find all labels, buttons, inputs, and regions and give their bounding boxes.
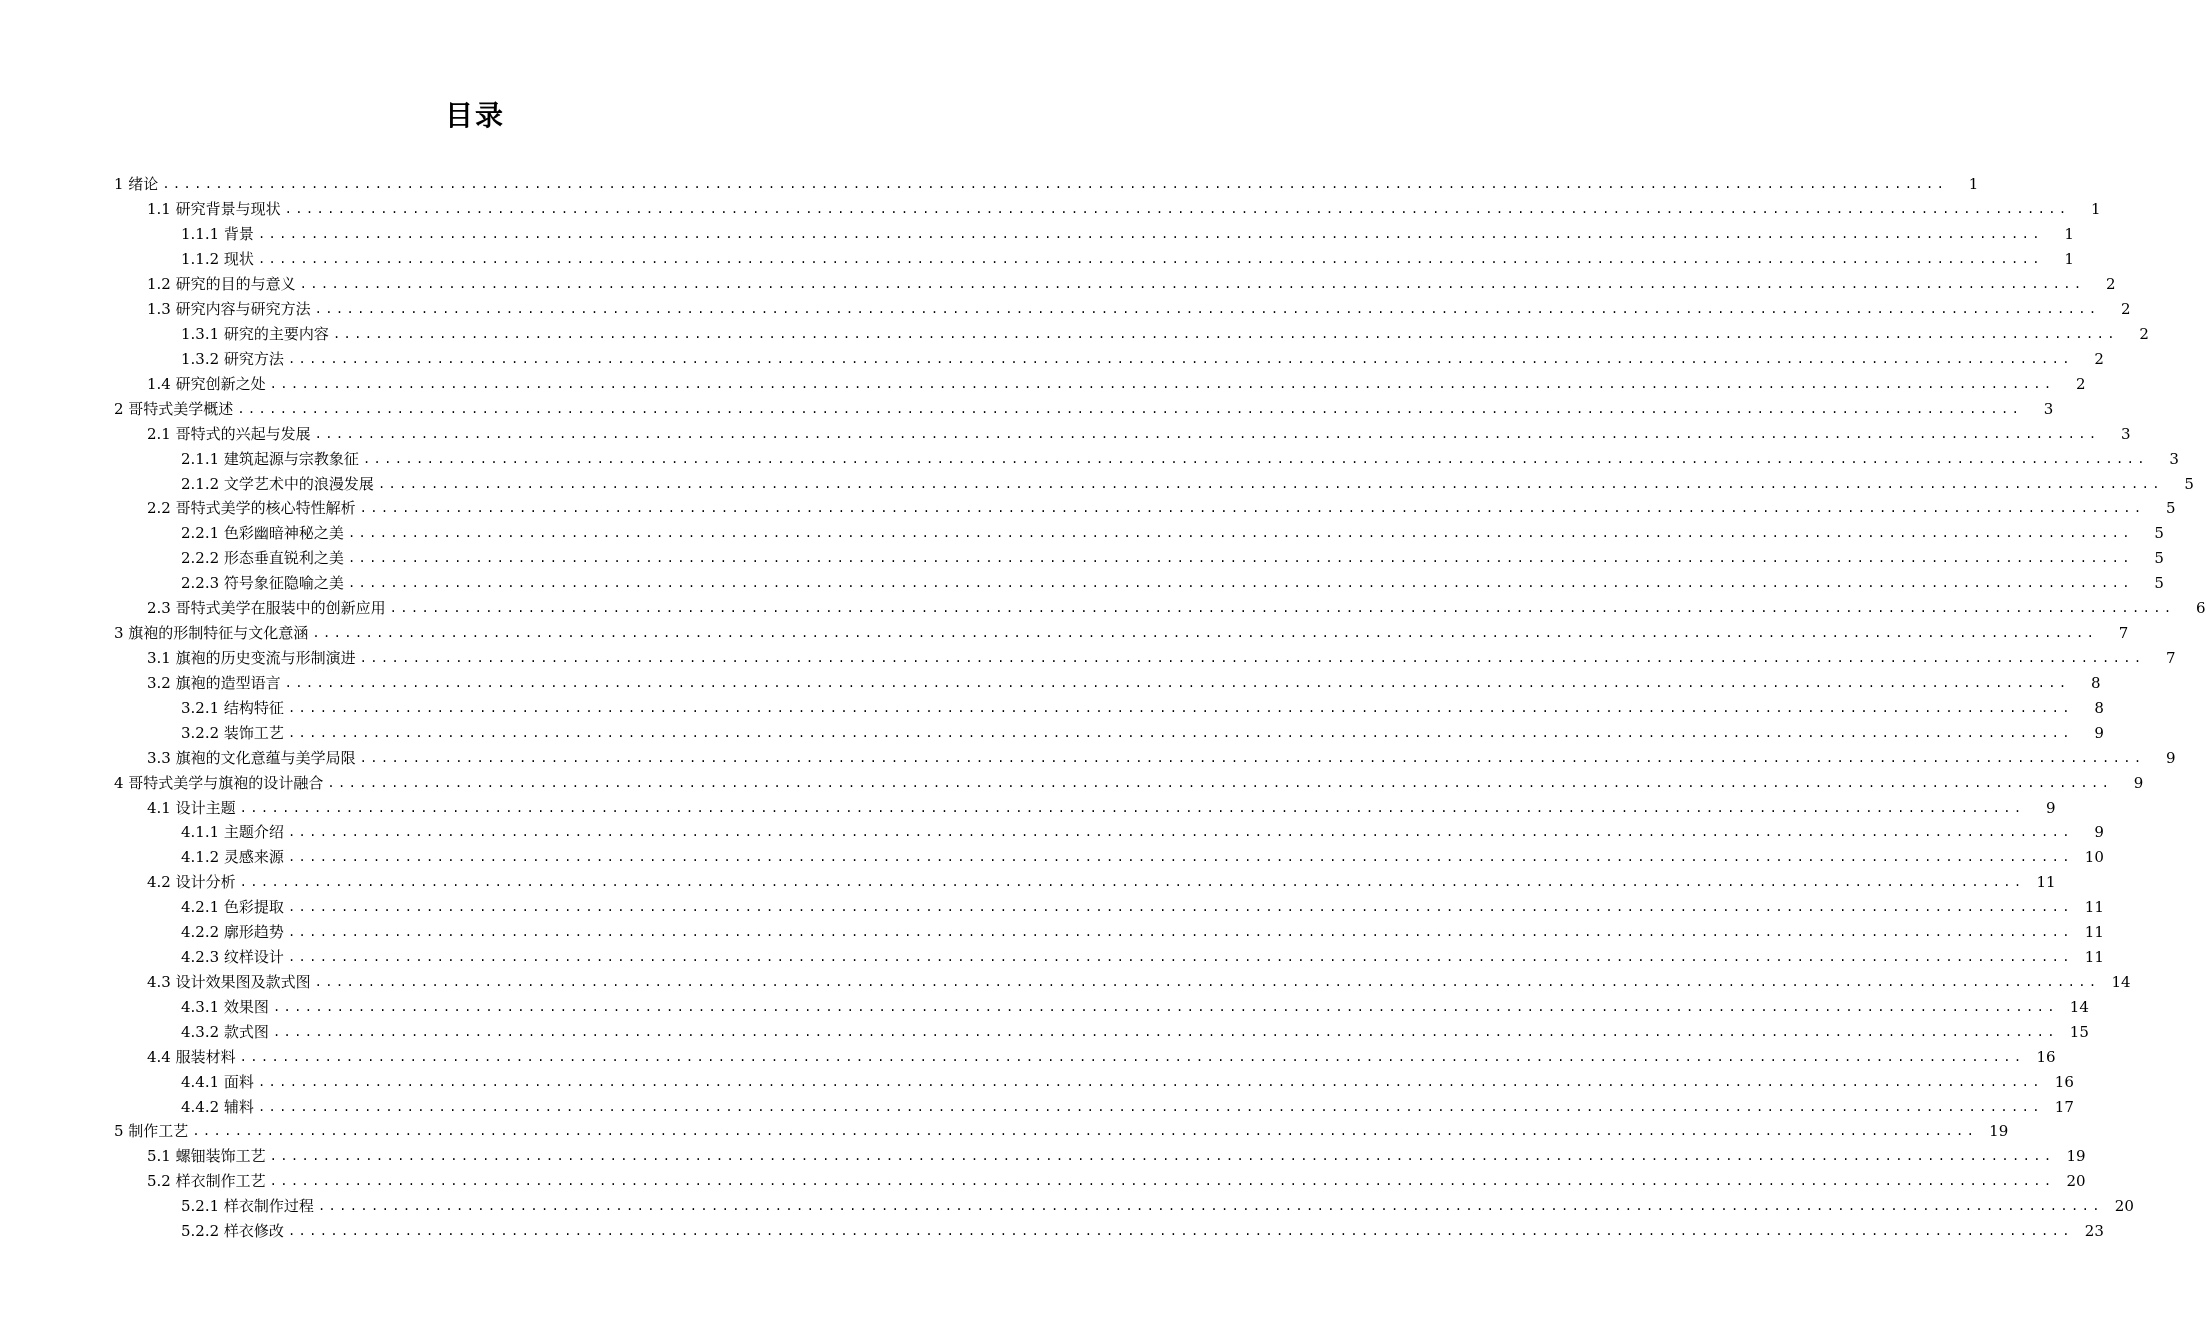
toc-dot-leader: ........................................................................................................................................................................ [269,1174,2055,1189]
toc-entry[interactable] [0,1094,2074,1119]
toc-entry[interactable] [0,1044,2056,1069]
toc-entry-page-number: 8 [2091,673,2101,692]
toc-entry[interactable] [0,546,2164,571]
toc-entry-page-number: 5 [2184,474,2194,493]
toc-entry-page-number: 11 [2084,898,2104,917]
toc-entry[interactable] [0,1144,2086,1169]
toc-entry-label: 4.4 服装材料 [147,1047,236,1066]
toc-entry[interactable] [0,521,2164,546]
toc-entry[interactable] [0,197,2101,222]
toc-entry-label: 5.2.2 样衣修改 [181,1222,284,1241]
toc-entry-label: 2.2 哥特式美学的核心特性解析 [147,499,356,518]
toc-dot-leader: ........................................................................................................................................................................ [269,1149,2055,1164]
toc-entry-page-number: 5 [2154,524,2164,543]
toc-entry-page-number: 6 [2196,599,2206,618]
toc-entry-label: 3.2 旗袍的造型语言 [147,673,281,692]
toc-dot-leader: ........................................................................................................................................................................ [389,601,2175,616]
toc-dot-leader: ........................................................................................................................................................................ [284,202,2070,217]
toc-entry-label: 1.2 研究的目的与意义 [147,275,296,294]
toc-dot-leader: ........................................................................................................................................................................ [299,277,2085,292]
toc-dot-leader: ........................................................................................................................................................................ [272,1024,2058,1039]
toc-entry-page-number: 3 [2121,424,2131,443]
toc-dot-leader: ........................................................................................................................................................................ [192,1124,1978,1139]
toc-dot-leader: ........................................................................................................................................................................ [327,775,2113,790]
toc-entry-page-number: 7 [2166,648,2176,667]
toc-dot-leader: ........................................................................................................................................................................ [287,725,2073,740]
toc-entry[interactable] [0,1119,2009,1144]
toc-entry-page-number: 3 [2169,449,2179,468]
toc-entry-label: 3 旗袍的形制特征与文化意涵 [114,624,309,643]
toc-entry-label: 1.1 研究背景与现状 [147,200,281,219]
toc-entry[interactable] [0,371,2086,396]
toc-dot-leader: ........................................................................................................................................................................ [237,401,2023,416]
toc-entry[interactable] [0,1194,2134,1219]
toc-dot-leader: ........................................................................................................................................................................ [287,351,2073,366]
toc-dot-leader: ........................................................................................................................................................................ [257,227,2043,242]
toc-entry-label: 5.2.1 样衣制作过程 [181,1197,314,1216]
toc-entry-label: 1.3 研究内容与研究方法 [147,300,311,319]
toc-dot-leader: ........................................................................................................................................................................ [314,302,2100,317]
toc-entry-page-number: 9 [2166,748,2176,767]
toc-dot-leader: ........................................................................................................................................................................ [317,1199,2103,1214]
toc-entry[interactable] [0,621,2129,646]
toc-dot-leader: ........................................................................................................................................................................ [269,376,2055,391]
toc-entry-page-number: 19 [2066,1147,2086,1166]
toc-entry-label: 3.1 旗袍的历史变流与形制演进 [147,648,356,667]
toc-dot-leader: ........................................................................................................................................................................ [239,800,2025,815]
toc-entry-label: 1.3.1 研究的主要内容 [181,324,329,343]
toc-dot-leader: ........................................................................................................................................................................ [312,626,2098,641]
toc-entry[interactable] [0,297,2131,322]
toc-entry-page-number: 8 [2094,698,2104,717]
toc-entry-label: 4 哥特式美学与旗袍的设计融合 [114,773,324,792]
toc-entry[interactable] [0,1169,2086,1194]
toc-entry[interactable] [0,820,2104,845]
toc-entry-page-number: 23 [2084,1222,2104,1241]
toc-entry[interactable] [0,670,2101,695]
toc-entry[interactable] [0,1069,2074,1094]
toc-entry-label: 2.1 哥特式的兴起与发展 [147,424,311,443]
toc-entry-label: 2 哥特式美学概述 [114,399,234,418]
toc-entry-page-number: 11 [2084,923,2104,942]
toc-dot-leader: ........................................................................................................................................................................ [239,875,2025,890]
toc-entry-page-number: 5 [2154,574,2164,593]
toc-dot-leader: ........................................................................................................................................................................ [287,950,2073,965]
toc-dot-leader: ........................................................................................................................................................................ [359,501,2145,516]
toc-entry-label: 2.1.2 文学艺术中的浪漫发展 [181,474,374,493]
toc-entry[interactable] [0,446,2179,471]
toc-dot-leader: ........................................................................................................................................................................ [347,526,2133,541]
toc-entry-page-number: 1 [2091,200,2101,219]
toc-entry[interactable] [0,172,1979,197]
toc-entry[interactable] [0,496,2176,521]
page-title: 目录 [444,99,505,132]
toc-entry-page-number: 17 [2054,1097,2074,1116]
toc-entry-page-number: 9 [2094,723,2104,742]
toc-entry[interactable] [0,247,2074,272]
toc-entry-page-number: 10 [2084,848,2104,867]
toc-entry-label: 5.2 样衣制作工艺 [147,1172,266,1191]
toc-entry[interactable] [0,795,2056,820]
toc-dot-leader: ........................................................................................................................................................................ [257,252,2043,267]
toc-entry-page-number: 5 [2166,499,2176,518]
toc-dot-leader: ........................................................................................................................................................................ [162,177,1948,192]
toc-entry-label: 4.3.2 款式图 [181,1022,269,1041]
toc-dot-leader: ........................................................................................................................................................................ [239,1049,2025,1064]
toc-dot-leader: ........................................................................................................................................................................ [284,675,2070,690]
toc-dot-leader: ........................................................................................................................................................................ [272,999,2058,1014]
toc-entry-page-number: 5 [2154,549,2164,568]
table-of-contents [0,172,2206,1244]
toc-dot-leader: ........................................................................................................................................................................ [257,1074,2043,1089]
toc-entry-label: 4.3.1 效果图 [181,997,269,1016]
toc-dot-leader: ........................................................................................................................................................................ [359,650,2145,665]
toc-entry-label: 2.2.1 色彩幽暗神秘之美 [181,524,344,543]
toc-dot-leader: ........................................................................................................................................................................ [347,576,2133,591]
toc-entry-label: 3.3 旗袍的文化意蕴与美学局限 [147,748,356,767]
toc-entry-label: 4.3 设计效果图及款式图 [147,972,311,991]
toc-dot-leader: ........................................................................................................................................................................ [362,451,2148,466]
toc-entry-page-number: 20 [2114,1197,2134,1216]
toc-entry[interactable] [0,994,2089,1019]
toc-entry[interactable] [0,571,2164,596]
toc-entry-page-number: 1 [2064,250,2074,269]
toc-entry-page-number: 20 [2066,1172,2086,1191]
toc-entry[interactable] [0,272,2116,297]
toc-entry-label: 4.2.3 纹样设计 [181,948,284,967]
toc-entry-page-number: 1 [2064,225,2074,244]
toc-dot-leader: ........................................................................................................................................................................ [287,1224,2073,1239]
toc-entry-page-number: 9 [2094,823,2104,842]
toc-entry-page-number: 16 [2036,1047,2056,1066]
toc-entry-label: 2.2.2 形态垂直锐利之美 [181,549,344,568]
toc-dot-leader: ........................................................................................................................................................................ [257,1099,2043,1114]
toc-entry[interactable] [0,695,2104,720]
toc-entry-page-number: 11 [2084,948,2104,967]
toc-entry-page-number: 2 [2121,300,2131,319]
toc-entry-label: 4.4.2 辅料 [181,1097,254,1116]
toc-entry-page-number: 14 [2111,972,2131,991]
toc-dot-leader: ........................................................................................................................................................................ [347,551,2133,566]
toc-dot-leader: ........................................................................................................................................................................ [287,925,2073,940]
toc-entry[interactable] [0,396,2054,421]
toc-entry[interactable] [0,720,2104,745]
toc-dot-leader: ........................................................................................................................................................................ [287,900,2073,915]
toc-entry[interactable] [0,596,2206,621]
toc-entry-label: 4.1 设计主题 [147,798,236,817]
toc-entry-page-number: 11 [2036,873,2056,892]
toc-entry[interactable] [0,421,2131,446]
toc-entry-page-number: 2 [2106,275,2116,294]
toc-entry-label: 1.4 研究创新之处 [147,374,266,393]
toc-entry-label: 1.3.2 研究方法 [181,349,284,368]
toc-dot-leader: ........................................................................................................................................................................ [359,750,2145,765]
toc-entry[interactable] [0,745,2176,770]
toc-entry-label: 3.2.2 装饰工艺 [181,723,284,742]
toc-entry-label: 1 绪论 [114,175,159,194]
toc-entry-page-number: 1 [1968,175,1979,194]
toc-entry[interactable] [0,970,2131,995]
toc-entry-page-number: 2 [2076,374,2086,393]
toc-entry-label: 1.1.1 背景 [181,225,254,244]
toc-entry-page-number: 7 [2118,624,2129,643]
toc-entry[interactable] [0,322,2149,347]
toc-entry[interactable] [0,471,2194,496]
toc-entry[interactable] [0,1219,2104,1244]
toc-entry[interactable] [0,770,2144,795]
toc-entry-label: 1.1.2 现状 [181,250,254,269]
toc-entry-label: 3.2.1 结构特征 [181,698,284,717]
toc-entry-label: 4.2.2 廓形趋势 [181,923,284,942]
toc-entry-page-number: 9 [2046,798,2056,817]
toc-dot-leader: ........................................................................................................................................................................ [287,825,2073,840]
toc-entry[interactable] [0,870,2056,895]
toc-dot-leader: ........................................................................................................................................................................ [314,974,2100,989]
toc-entry-page-number: 3 [2043,399,2054,418]
toc-dot-leader: ........................................................................................................................................................................ [377,476,2163,491]
toc-entry-label: 5 制作工艺 [114,1122,189,1141]
toc-entry-label: 4.4.1 面料 [181,1072,254,1091]
toc-dot-leader: ........................................................................................................................................................................ [314,426,2100,441]
toc-entry[interactable] [0,346,2104,371]
toc-entry[interactable] [0,945,2104,970]
toc-entry[interactable] [0,1019,2089,1044]
toc-entry-page-number: 2 [2139,324,2149,343]
toc-entry-label: 4.1.1 主题介绍 [181,823,284,842]
toc-entry-page-number: 2 [2094,349,2104,368]
toc-dot-leader: ........................................................................................................................................................................ [287,850,2073,865]
toc-dot-leader: ........................................................................................................................................................................ [332,326,2118,341]
toc-entry-page-number: 9 [2133,773,2144,792]
toc-entry-label: 2.1.1 建筑起源与宗教象征 [181,449,359,468]
toc-entry[interactable] [0,646,2176,671]
toc-entry[interactable] [0,895,2104,920]
toc-entry[interactable] [0,845,2104,870]
toc-entry[interactable] [0,920,2104,945]
toc-entry-label: 4.2.1 色彩提取 [181,898,284,917]
toc-entry[interactable] [0,222,2074,247]
toc-entry-label: 2.2.3 符号象征隐喻之美 [181,574,344,593]
toc-entry-page-number: 15 [2069,1022,2089,1041]
toc-entry-label: 5.1 螺钿装饰工艺 [147,1147,266,1166]
toc-entry-page-number: 14 [2069,997,2089,1016]
toc-entry-label: 4.1.2 灵感来源 [181,848,284,867]
toc-entry-page-number: 16 [2054,1072,2074,1091]
toc-entry-page-number: 19 [1989,1122,2009,1141]
toc-dot-leader: ........................................................................................................................................................................ [287,700,2073,715]
toc-entry-label: 2.3 哥特式美学在服装中的创新应用 [147,599,386,618]
toc-entry-label: 4.2 设计分析 [147,873,236,892]
